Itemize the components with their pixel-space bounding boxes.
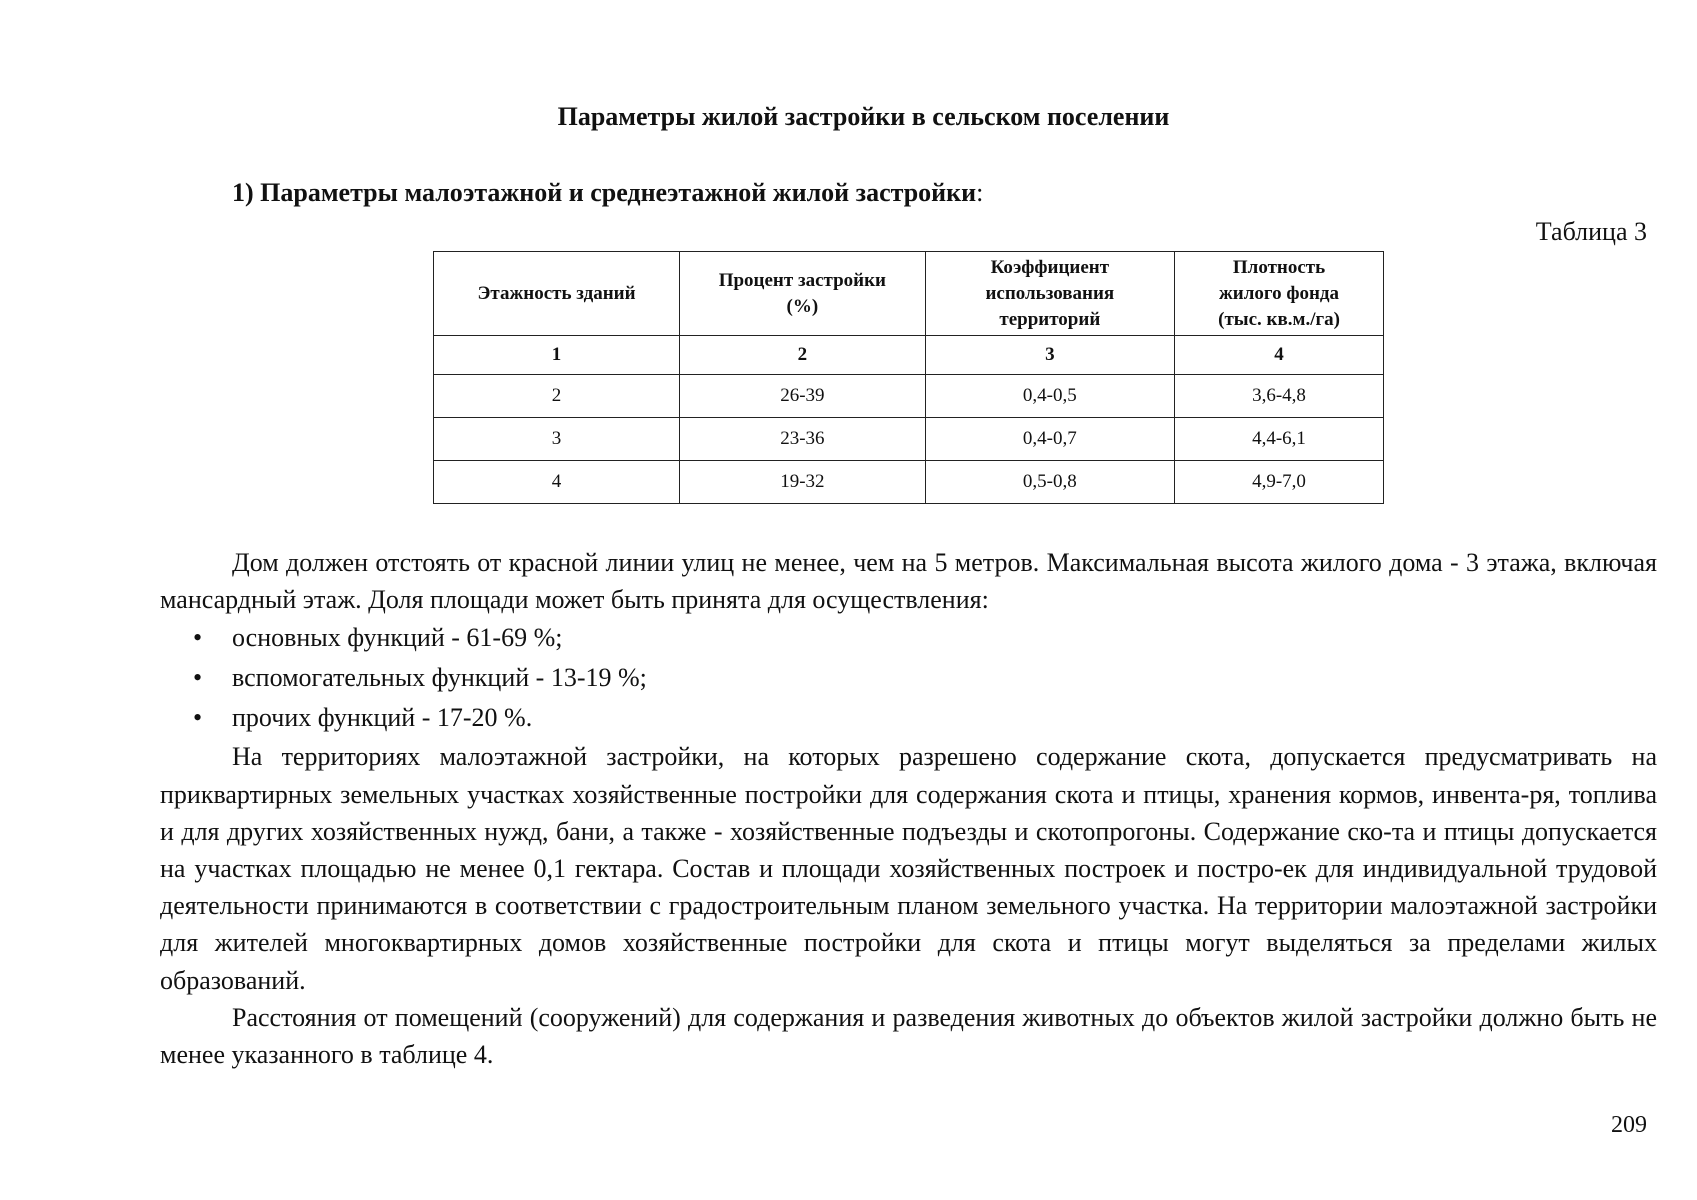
- table-cell: 2: [434, 375, 680, 418]
- body-text: [160, 544, 1657, 1073]
- list-item-text: прочих функций - 17-20 %.: [232, 703, 533, 733]
- table-header-row: [434, 252, 1384, 336]
- list-item: [160, 658, 1657, 698]
- header-building-percent: Процент застройки (%): [680, 252, 926, 336]
- column-number: 2: [680, 336, 926, 375]
- bullet-icon: •: [193, 703, 203, 733]
- table-caption: Таблица 3: [1535, 217, 1647, 246]
- table-cell: 3: [434, 418, 680, 461]
- table-row: [434, 375, 1384, 418]
- function-share-list: [160, 618, 1657, 738]
- paragraph-distances: Расстояния от помещений (сооружений) для содержания и разведения животных до объектов жилой застройки должно быть не менее указанного в таблице 4.: [160, 1002, 1657, 1070]
- column-number: 4: [1175, 336, 1384, 375]
- table-cell: 26-39: [680, 375, 926, 418]
- paragraph-setback: Дом должен отстоять от красной линии улиц не менее, чем на 5 метров. Максимальная высота жилого дома - 3 этажа, включая мансардный этаж. Доля площади может быть принята для осуществления:: [160, 548, 1657, 615]
- header-housing-density: Плотность жилого фонда (тыс. кв.м./га): [1175, 252, 1384, 336]
- table-cell: 23-36: [680, 418, 926, 461]
- section-heading-colon: :: [976, 178, 984, 207]
- list-item-text: основных функций - 61-69 %;: [232, 623, 563, 653]
- column-number-row: [434, 336, 1384, 375]
- section-heading-text: 1) Параметры малоэтажной и среднеэтажной жилой застройки: [232, 178, 977, 207]
- table-cell: 0,4-0,5: [925, 375, 1174, 418]
- table-cell: 19-32: [680, 461, 926, 504]
- parameters-table: [433, 251, 1384, 504]
- list-item: [160, 698, 1657, 738]
- column-number: 1: [434, 336, 680, 375]
- table-row: [434, 461, 1384, 504]
- list-item: [160, 618, 1657, 658]
- column-number: 3: [925, 336, 1174, 375]
- page-title: Параметры жилой застройки в сельском поселении: [557, 102, 1170, 131]
- table-cell: 0,4-0,7: [925, 418, 1174, 461]
- table-row: [434, 418, 1384, 461]
- bullet-icon: •: [193, 663, 203, 693]
- section-heading: [232, 177, 983, 209]
- table-cell: 4,4-6,1: [1175, 418, 1384, 461]
- header-floors: Этажность зданий: [434, 252, 680, 336]
- page-number: 209: [1611, 1112, 1647, 1138]
- table-cell: 0,5-0,8: [925, 461, 1174, 504]
- header-land-use-ratio: Коэффициент использования территорий: [925, 252, 1174, 336]
- paragraph-livestock: На территориях малоэтажной застройки, на которых разрешено содержание скота, допускается предусматривать на приквартирных земельных участках хозяйственные постройки для содержания скота и птицы, хранения кормов, инвента-ря, топлива и для других хозяйственных нужд, бани, а также - хозяйственные подъезды и скотопрогоны. Содержание ско-та и птицы допускается на участках площадью не менее 0,1 гектара. Состав и площади хозяйственных построек и постро-ек для индивидуальной трудовой деятельности принимаются в соответствии с градостроительным планом земельного участка. На территории малоэтажной застройки для жителей многоквартирных домов хозяйственные постройки для скота и птицы могут выделяться за пределами жилых образований.: [160, 742, 1657, 995]
- table-cell: 4,9-7,0: [1175, 461, 1384, 504]
- table-cell: 3,6-4,8: [1175, 375, 1384, 418]
- table-cell: 4: [434, 461, 680, 504]
- bullet-icon: •: [193, 623, 203, 653]
- list-item-text: вспомогательных функций - 13-19 %;: [232, 663, 647, 693]
